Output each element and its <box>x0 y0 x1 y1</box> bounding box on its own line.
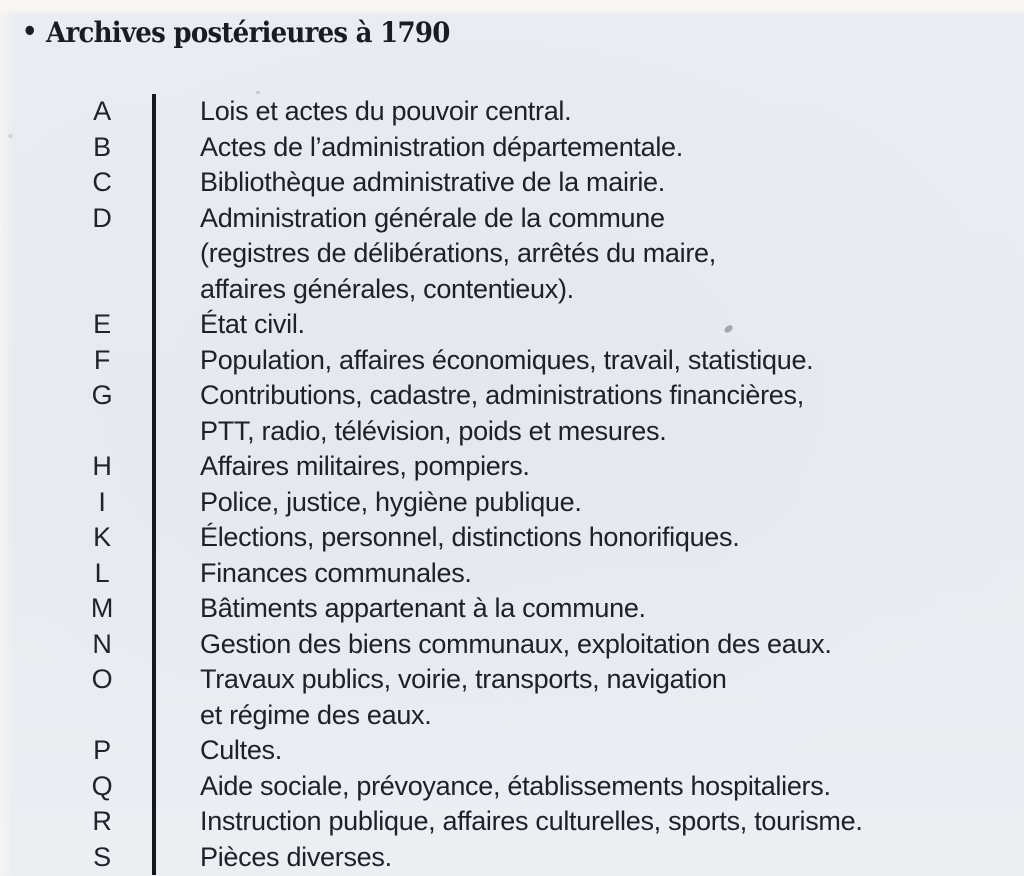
series-row-e <box>0 307 1024 343</box>
series-row-a <box>0 94 1024 130</box>
description-line: Police, justice, hygiène publique. <box>200 486 582 517</box>
series-letter: H <box>92 451 112 481</box>
series-description <box>152 769 1024 805</box>
description-line: Gestion des biens communaux, exploitation des eaux. <box>200 628 832 659</box>
series-description <box>152 130 1024 166</box>
page-title: Archives postérieures à 1790 <box>46 16 450 49</box>
series-description <box>152 520 1024 556</box>
series-row-i <box>0 485 1024 521</box>
series-description <box>152 591 1024 627</box>
series-description <box>152 804 1024 840</box>
series-letter: A <box>93 96 111 126</box>
series-description <box>152 485 1024 521</box>
description-line: Instruction publique, affaires culturelles, sports, tourisme. <box>200 806 863 836</box>
series-row-l <box>0 556 1024 592</box>
description-line: Pièces diverses. <box>200 841 392 872</box>
series-letter: M <box>90 593 114 623</box>
series-row-q <box>0 769 1024 805</box>
description-line: Cultes. <box>200 735 282 765</box>
series-letter: P <box>93 735 111 765</box>
description-line: (registres de délibérations, arrêtés du maire, <box>200 238 716 268</box>
series-description <box>152 378 1024 449</box>
series-description <box>152 627 1024 663</box>
description-line: Contributions, cadastre, administrations financières, <box>200 380 804 410</box>
series-description <box>152 662 1024 733</box>
series-letter: G <box>91 380 113 410</box>
series-row-o <box>0 662 1024 733</box>
series-row-k <box>0 520 1024 556</box>
series-letter: Q <box>91 770 113 801</box>
description-line: Bâtiments appartenant à la commune. <box>200 593 646 623</box>
section-title <box>22 16 450 49</box>
series-letter: N <box>92 628 112 659</box>
series-letter: F <box>93 344 111 375</box>
series-description <box>152 840 1024 876</box>
series-description <box>152 556 1024 592</box>
series-letter: O <box>91 664 113 694</box>
series-description <box>152 449 1024 485</box>
series-description <box>152 307 1024 343</box>
series-row-b <box>0 130 1024 166</box>
description-line: affaires générales, contentieux). <box>200 273 574 304</box>
scan-speck <box>8 134 13 138</box>
series-letter: I <box>98 486 106 517</box>
series-row-g <box>0 378 1024 449</box>
description-line: Bibliothèque administrative de la mairie. <box>200 167 665 197</box>
series-letter: R <box>92 806 112 836</box>
archive-classification-list <box>0 94 1024 875</box>
description-line: Lois et actes du pouvoir central. <box>200 96 572 126</box>
series-description <box>152 201 1024 308</box>
description-line: Élections, personnel, distinctions honorifiques. <box>200 522 740 552</box>
series-letter: C <box>92 167 112 197</box>
description-line: Aide sociale, prévoyance, établissements hospitaliers. <box>200 770 831 801</box>
series-row-c <box>0 165 1024 201</box>
description-line: et régime des eaux. <box>200 699 432 730</box>
series-letter: S <box>93 841 111 872</box>
description-line: Administration générale de la commune <box>200 202 665 233</box>
series-row-r <box>0 804 1024 840</box>
series-row-s <box>0 840 1024 876</box>
description-line: Actes de l’administration départementale. <box>200 131 683 162</box>
series-description <box>152 165 1024 201</box>
bullet-icon: • <box>22 17 37 47</box>
series-row-n <box>0 627 1024 663</box>
series-row-f <box>0 343 1024 379</box>
series-row-m <box>0 591 1024 627</box>
series-letter: K <box>93 522 111 552</box>
series-description <box>152 733 1024 769</box>
series-letter: D <box>92 202 112 233</box>
description-line: État civil. <box>200 309 305 339</box>
description-line: PTT, radio, télévision, poids et mesures. <box>200 415 667 446</box>
series-description <box>152 343 1024 379</box>
series-row-h <box>0 449 1024 485</box>
series-row-d <box>0 201 1024 308</box>
series-letter: L <box>94 557 110 588</box>
description-line: Population, affaires économiques, travail, statistique. <box>200 344 814 375</box>
description-line: Travaux publics, voirie, transports, navigation <box>200 664 727 694</box>
series-letter: E <box>93 309 111 339</box>
series-letter: B <box>93 131 111 162</box>
series-row-p <box>0 733 1024 769</box>
description-line: Affaires militaires, pompiers. <box>200 451 530 481</box>
description-line: Finances communales. <box>200 557 472 588</box>
scan-speck <box>256 91 260 94</box>
series-description <box>152 94 1024 130</box>
